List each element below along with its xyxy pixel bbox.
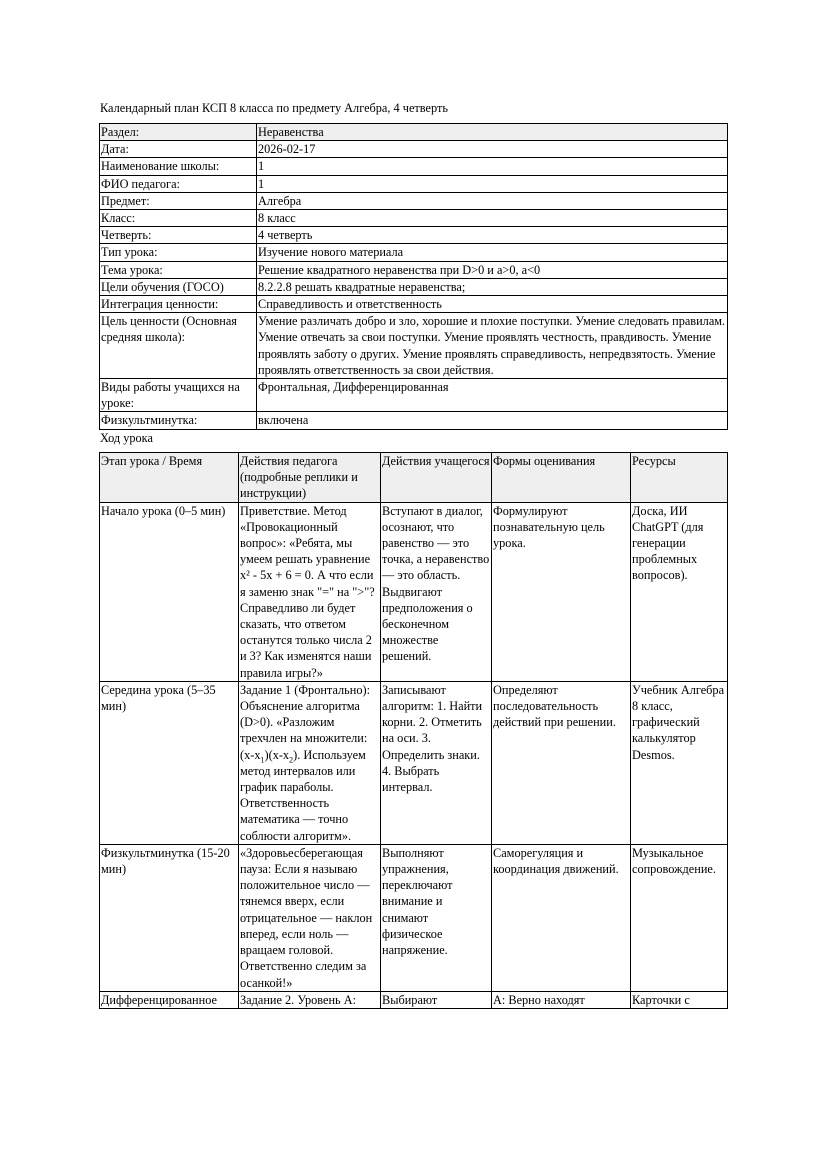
info-label: Класс: <box>100 210 257 227</box>
info-label: Наименование школы: <box>100 158 257 175</box>
info-row-goals <box>100 278 728 295</box>
column-header-teacher: Действия педагога (подробные реплики и инструкции) <box>239 453 381 503</box>
info-row-section <box>100 124 728 141</box>
info-label: Интеграция ценности: <box>100 296 257 313</box>
resources-cell: Доска, ИИ ChatGPT (для генерации проблемных вопросов). <box>631 502 728 681</box>
stage-cell: Дифференцированное <box>100 991 239 1008</box>
info-label: Тема урока: <box>100 261 257 278</box>
info-value: 1 <box>257 158 728 175</box>
info-label: Четверть: <box>100 227 257 244</box>
info-label: Физкультминутка: <box>100 412 257 429</box>
resources-cell: Учебник Алгебра 8 класс, графический калькулятор Desmos. <box>631 681 728 844</box>
course-row-differentiated <box>100 991 728 1008</box>
course-header-row <box>100 453 728 503</box>
assessment-cell: Определяют последовательность действий при решении. <box>492 681 631 844</box>
info-label: Дата: <box>100 141 257 158</box>
column-header-assessment: Формы оценивания <box>492 453 631 503</box>
info-value: Неравенства <box>257 124 728 141</box>
info-value: Фронтальная, Дифференцированная <box>257 379 728 412</box>
assessment-cell: Формулируют познавательную цель урока. <box>492 502 631 681</box>
info-value: Справедливость и ответственность <box>257 296 728 313</box>
lesson-course-table <box>99 452 728 1009</box>
course-heading: Ход урока <box>100 431 153 445</box>
stage-cell: Середина урока (5–35 мин) <box>100 681 239 844</box>
info-value: включена <box>257 412 728 429</box>
info-value: 1 <box>257 175 728 192</box>
info-label: Тип урока: <box>100 244 257 261</box>
course-row-middle <box>100 681 728 844</box>
course-row-exercise <box>100 844 728 991</box>
info-row-lesson-type <box>100 244 728 261</box>
student-actions-cell: Выбирают <box>381 991 492 1008</box>
info-row-class <box>100 210 728 227</box>
assessment-cell: А: Верно находят <box>492 991 631 1008</box>
info-value: 4 четверть <box>257 227 728 244</box>
info-row-value-goal <box>100 313 728 379</box>
info-row-subject <box>100 192 728 209</box>
info-value: 8 класс <box>257 210 728 227</box>
lesson-info-table <box>99 123 728 430</box>
assessment-cell: Саморегуляция и координация движений. <box>492 844 631 991</box>
teacher-text-part: )(x-x <box>264 747 290 762</box>
subscript: 2 <box>289 755 294 765</box>
teacher-text-part: ). Используем метод интервалов или график параболы. Ответственность математика — точно соблюсти алгоритм». <box>240 747 366 843</box>
info-label: Цели обучения (ГОСО) <box>100 278 257 295</box>
info-value: Умение различать добро и зло, хорошие и плохие поступки. Умение следовать правилам. Умение отвечать за свои поступки. Умение проявлять честность, правдивость. Умение проявлять заботу о других. Умение проявлять справедливость, непредвзятость. Умение проявлять ответственность за свои действия. <box>257 313 728 379</box>
info-row-teacher <box>100 175 728 192</box>
column-header-resources: Ресурсы <box>631 453 728 503</box>
student-actions-cell: Вступают в диалог, осознают, что равенство — это точка, а неравенство — это область. Выдвигают предположения о бесконечном множестве решений. <box>381 502 492 681</box>
info-label: Виды работы учащихся на уроке: <box>100 379 257 412</box>
resources-cell: Музыкальное сопровождение. <box>631 844 728 991</box>
student-actions-cell: Записывают алгоритм: 1. Найти корни. 2. Отметить на оси. 3. Определить знаки. 4. Выбрать интервал. <box>381 681 492 844</box>
stage-cell: Физкультминутка (15-20 мин) <box>100 844 239 991</box>
teacher-actions-cell <box>239 681 381 844</box>
info-row-value-integration <box>100 296 728 313</box>
info-row-topic <box>100 261 728 278</box>
info-row-exercise-break <box>100 412 728 429</box>
column-header-students: Действия учащегося <box>381 453 492 503</box>
stage-cell: Начало урока (0–5 мин) <box>100 502 239 681</box>
info-value: Изучение нового материала <box>257 244 728 261</box>
resources-cell: Карточки с <box>631 991 728 1008</box>
info-value: Алгебра <box>257 192 728 209</box>
teacher-actions-cell: «Здоровьесберегающая пауза: Если я называю положительное число — тянемся вверх, если отрицательное — наклон вперед, если ноль — вращаем головой. Ответственно следим за осанкой!» <box>239 844 381 991</box>
course-row-start <box>100 502 728 681</box>
page-title: Календарный план КСП 8 класса по предмету Алгебра, 4 четверть <box>100 101 448 115</box>
info-row-work-types <box>100 379 728 412</box>
info-value: Решение квадратного неравенства при D>0 и a>0, a<0 <box>257 261 728 278</box>
subscript: 1 <box>260 755 265 765</box>
info-value: 2026-02-17 <box>257 141 728 158</box>
column-header-stage: Этап урока / Время <box>100 453 239 503</box>
info-label: ФИО педагога: <box>100 175 257 192</box>
info-value: 8.2.2.8 решать квадратные неравенства; <box>257 278 728 295</box>
info-label: Раздел: <box>100 124 257 141</box>
info-row-school <box>100 158 728 175</box>
student-actions-cell: Выполняют упражнения, переключают внимание и снимают физическое напряжение. <box>381 844 492 991</box>
teacher-actions-cell: Задание 2. Уровень А: <box>239 991 381 1008</box>
info-label: Предмет: <box>100 192 257 209</box>
info-row-quarter <box>100 227 728 244</box>
info-label: Цель ценности (Основная средняя школа): <box>100 313 257 379</box>
teacher-text-part: Задание 1 (Фронтально): Объяснение алгоритма (D>0). «Разложим трехчлен на множители: (x-x <box>240 682 371 762</box>
teacher-actions-cell: Приветствие. Метод «Провокационный вопрос»: «Ребята, мы умеем решать уравнение x² - 5x + 6 = 0. А что если я заменю знак "=" на ">"? Справедливо ли будет сказать, что ответом останутся только числа 2 и 3? Как изменятся наши правила игры?» <box>239 502 381 681</box>
info-row-date <box>100 141 728 158</box>
